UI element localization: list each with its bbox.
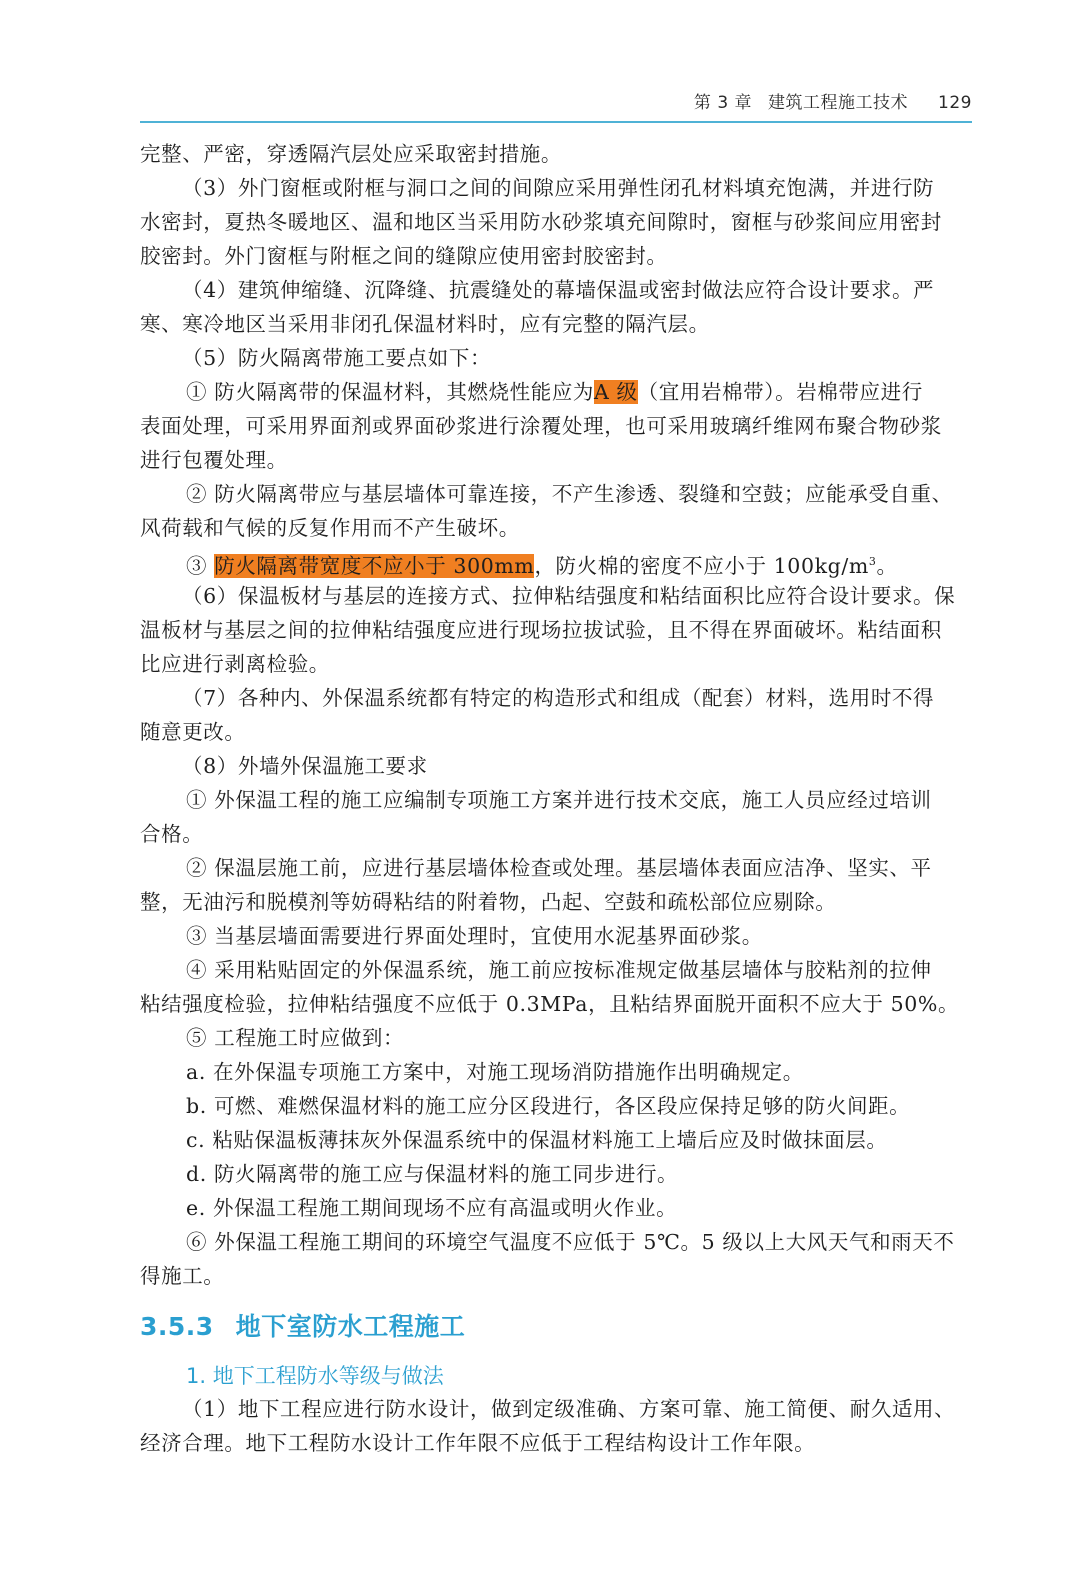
highlight-width: 防火隔离带宽度不应小于 300mm [214,553,535,578]
paragraph-line: 寒、寒冷地区当采用非闭孔保温材料时，应有完整的隔汽层。 [140,312,710,336]
paragraph-line: 经济合理。地下工程防水设计工作年限不应低于工程结构设计工作年限。 [140,1431,816,1455]
paragraph-line: ④ 采用粘贴固定的外保温系统，施工前应按标准规定做基层墙体与胶粘剂的拉伸 [186,958,932,982]
paragraph-line: 完整、严密，穿透隔汽层处应采取密封措施。 [140,142,562,166]
list-item: c. 粘贴保温板薄抹灰外保温系统中的保温材料施工上墙后应及时做抹面层。 [186,1128,888,1152]
list-item: a. 在外保温专项施工方案中，对施工现场消防措施作出明确规定。 [186,1060,804,1084]
paragraph-line: 随意更改。 [140,720,246,744]
paragraph-line: （7）各种内、外保温系统都有特定的构造形式和组成（配套）材料，选用时不得 [182,686,935,710]
list-item: d. 防火隔离带的施工应与保温材料的施工同步进行。 [186,1162,679,1186]
paragraph-line: ⑥ 外保温工程施工期间的环境空气温度不应低于 5℃。5 级以上大风天气和雨天不 [186,1230,955,1254]
paragraph-line: 粘结强度检验，拉伸粘结强度不应低于 0.3MPa，且粘结界面脱开面积不应大于 50%。 [140,992,960,1016]
paragraph-line: ⑤ 工程施工时应做到： [186,1026,405,1050]
header-text [694,88,972,113]
item-1-text: ① 防火隔离带的保温材料，其燃烧性能应为 [186,380,595,404]
item-1-text-after: （宜用岩棉带）。岩棉带应进行 [637,380,923,404]
paragraph-line: 表面处理，可采用界面剂或界面砂浆进行涂覆处理，也可采用玻璃纤维网布聚合物砂浆 [140,414,942,438]
paragraph-line: （1）地下工程应进行防水设计，做到定级准确、方案可靠、施工简便、耐久适用、 [182,1397,956,1421]
paragraph-line: 进行包覆处理。 [140,448,288,472]
paragraph-line: （6）保温板材与基层的连接方式、拉伸粘结强度和粘结面积比应符合设计要求。保 [182,584,956,608]
paragraph-line: 水密封，夏热冬暖地区、温和地区当采用防水砂浆填充间隙时，窗框与砂浆间应用密封 [140,210,942,234]
paragraph-line: 风荷载和气候的反复作用而不产生破坏。 [140,516,520,540]
paragraph-line: ② 保温层施工前，应进行基层墙体检查或处理。基层墙体表面应洁净、坚实、平 [186,856,932,880]
paragraph-line: （5）防火隔离带施工要点如下： [182,346,492,370]
paragraph-line: 胶密封。外门窗框与附框之间的缝隙应使用密封胶密封。 [140,244,668,268]
section-title: 地下室防水工程施工 [235,1312,466,1341]
paragraph-line: 得施工。 [140,1264,225,1288]
paragraph-line: （4）建筑伸缩缝、沉降缝、抗震缝处的幕墙保温或密封做法应符合设计要求。严 [182,278,935,302]
running-header [140,88,972,118]
header-chapter: 第 3 章 [693,93,753,113]
superscript: 3 [868,555,877,568]
section-heading [140,1307,465,1343]
paragraph-line: 比应进行剥离检验。 [140,652,330,676]
item-3-line [186,545,898,583]
header-rule [140,121,972,123]
paragraph-line: （3）外门窗框或附框与洞口之间的间隙应采用弹性闭孔材料填充饱满，并进行防 [182,176,935,200]
paragraph-line: 合格。 [140,822,204,846]
item-3-end: 。 [876,553,898,578]
paragraph-line: （8）外墙外保温施工要求 [182,754,428,778]
list-item: b. 可燃、难燃保温材料的施工应分区段进行，各区段应保持足够的防火间距。 [186,1094,911,1118]
list-item: e. 外保温工程施工期间现场不应有高温或明火作业。 [186,1196,678,1220]
item-3-text: ，防火棉的密度不应小于 100kg/m [534,553,869,578]
paragraph-line: ③ 当基层墙面需要进行界面处理时，宜使用水泥基界面砂浆。 [186,924,763,948]
section-number: 3.5.3 [140,1312,214,1341]
paragraph-line: 整，无油污和脱模剂等妨碍粘结的附着物，凸起、空鼓和疏松部位应剔除。 [140,890,837,914]
item-1-line [186,375,923,409]
subsection-heading: 1. 地下工程防水等级与做法 [186,1364,444,1388]
item-3-prefix: ③ [186,553,215,578]
header-title: 建筑工程施工技术 [768,93,909,113]
paragraph-line: ② 防火隔离带应与基层墙体可靠连接，不产生渗透、裂缝和空鼓；应能承受自重、 [186,482,953,506]
paragraph-line: ① 外保温工程的施工应编制专项施工方案并进行技术交底，施工人员应经过培训 [186,788,932,812]
paragraph-line: 温板材与基层之间的拉伸粘结强度应进行现场拉拔试验，且不得在界面破坏。粘结面积 [140,618,942,642]
page-number: 129 [938,93,972,113]
highlight-a-grade: A 级 [594,380,638,404]
